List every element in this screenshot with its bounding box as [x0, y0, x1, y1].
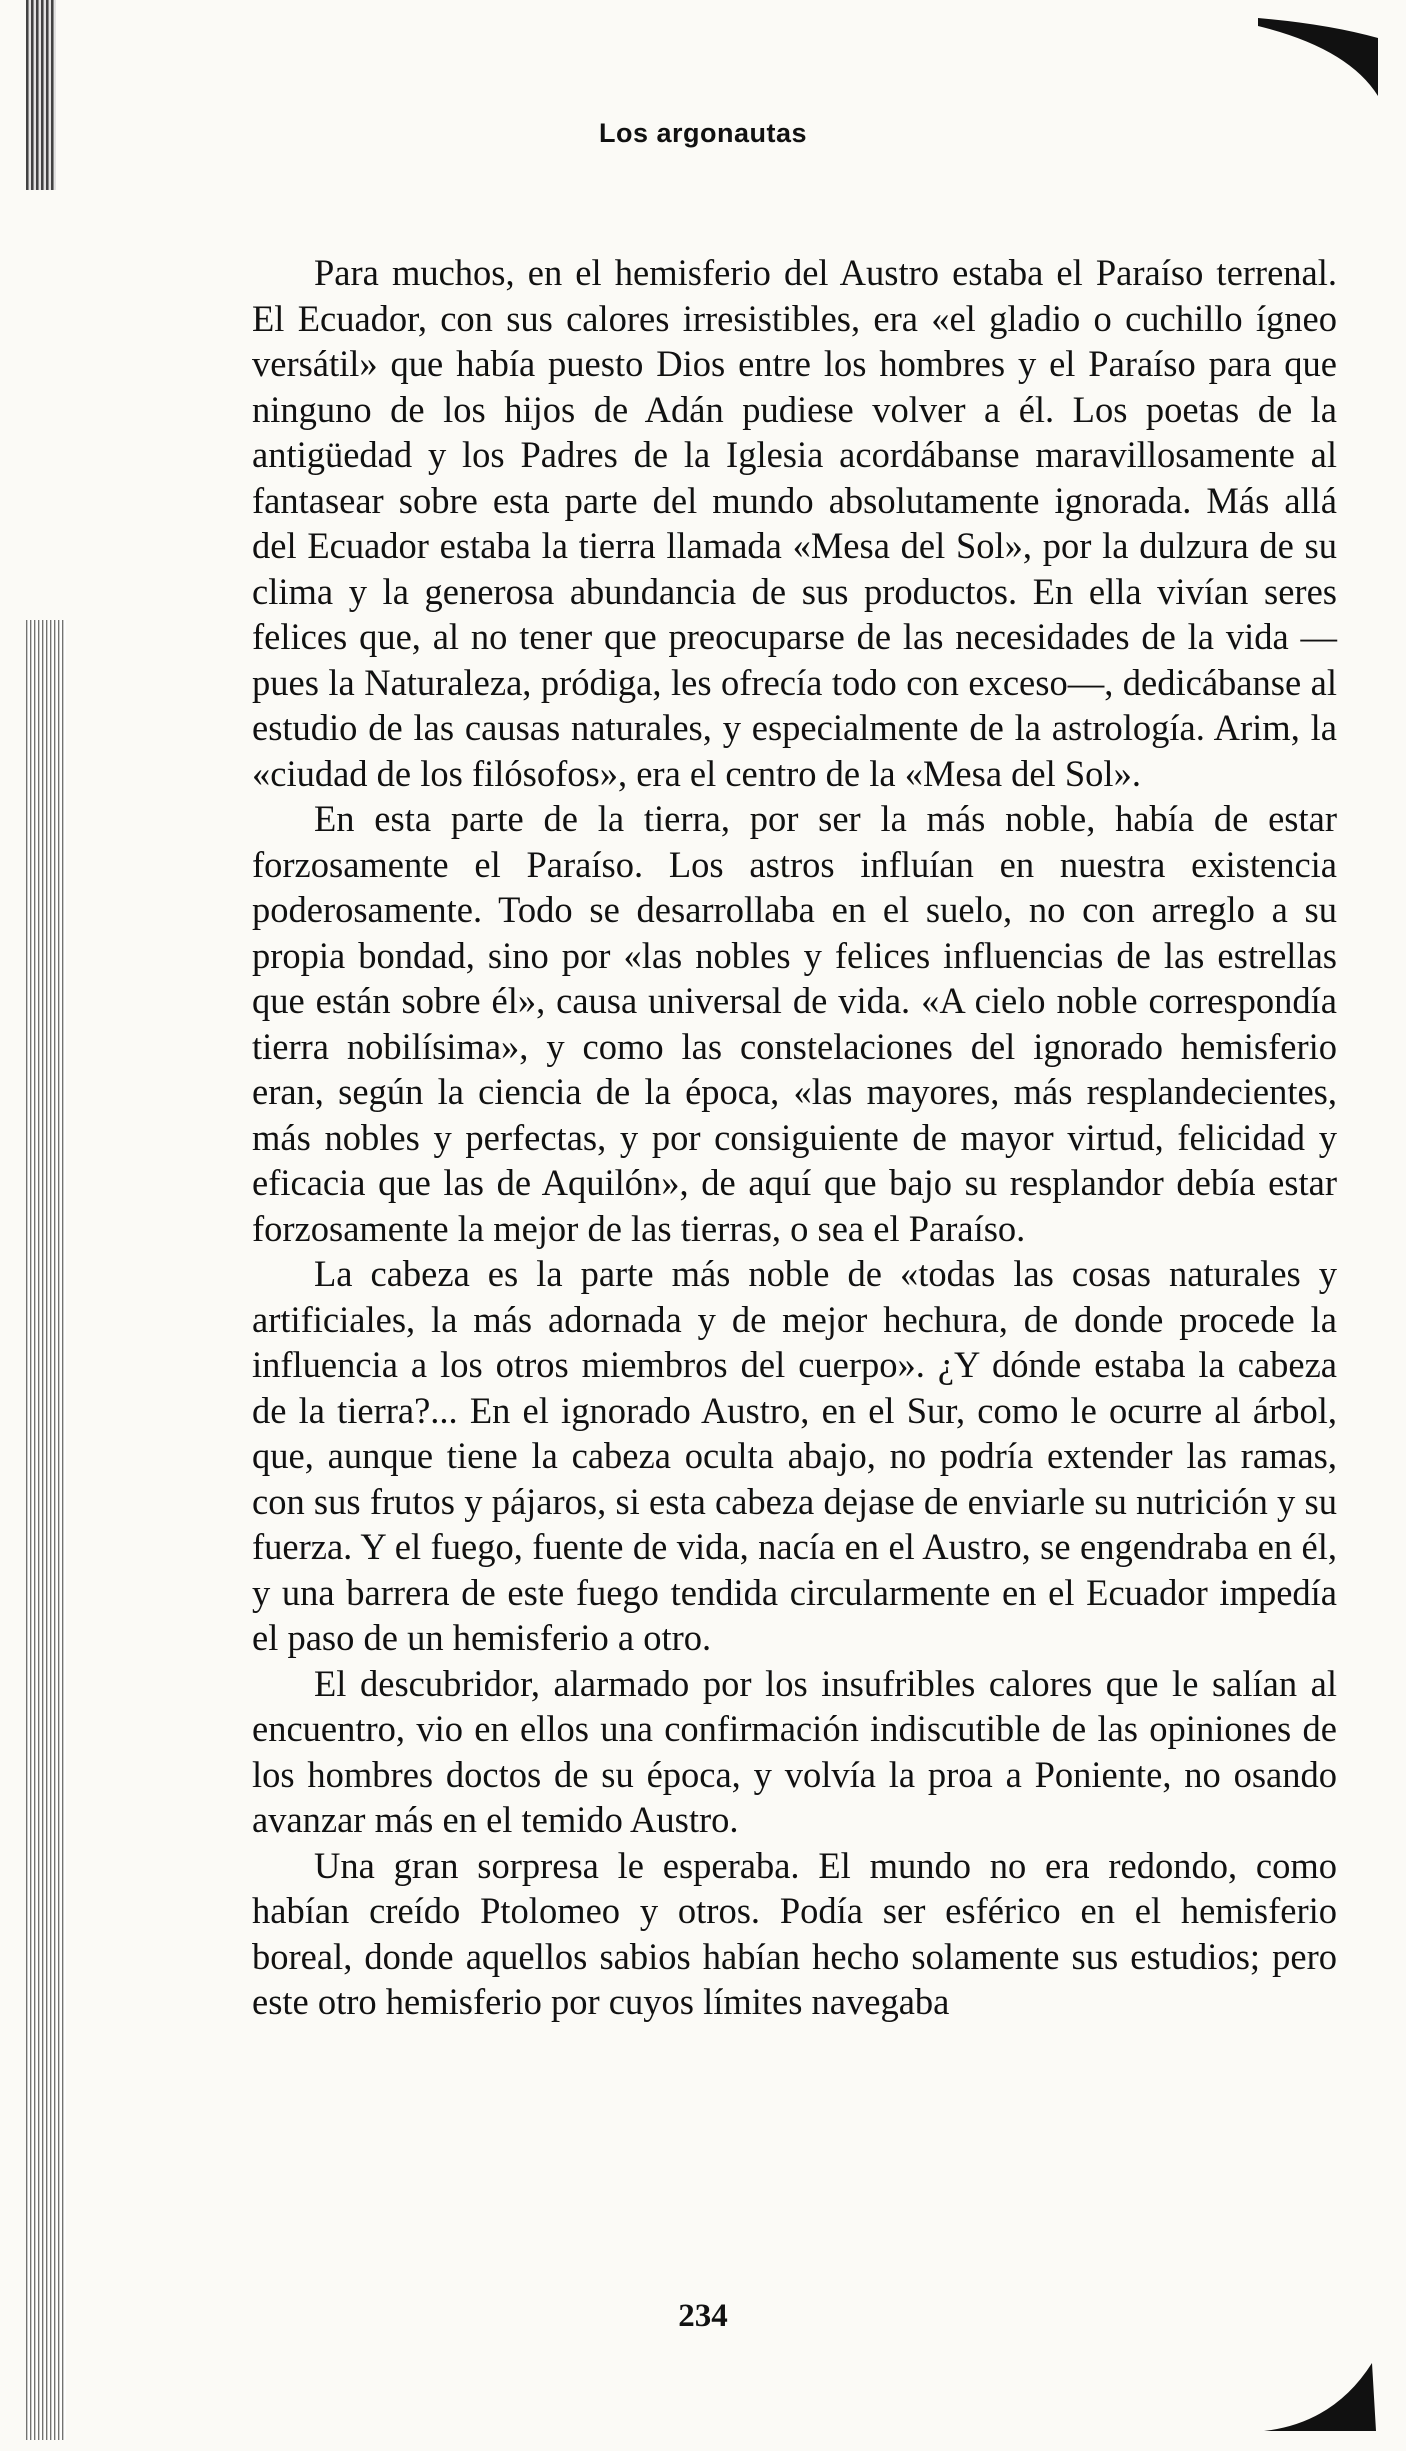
page-corner-mark-top: [1238, 8, 1388, 98]
scan-binding-shadow: [26, 620, 66, 2440]
page-number: 234: [678, 2298, 728, 2334]
scan-binding-shadow-top: [26, 0, 56, 190]
page-corner-mark-bottom: [1254, 2343, 1384, 2433]
paragraph-3: La cabeza es la parte más noble de «todas las cosas naturales y artificiales, la más adornada y de mejor hechura, de donde procede la influencia a los otros miembros del cuerpo». ¿Y dónde estaba la cabeza de la tierra?... En el ignorado Austro, en el Sur, como le ocurre al árbol, que, aunque tiene la cabeza oculta abajo, no podría extender las ramas, con sus frutos y pájaros, si esta cabeza dejase de enviarle su nutrición y su fuerza. Y el fuego, fuente de vida, nacía en el Austro, se engendraba en él, y una barrera de este fuego tendida circularmente en el Ecuador impedía el paso de un hemisferio a otro.: [252, 1253, 1337, 1658]
paragraph-1: Para muchos, en el hemisferio del Austro estaba el Paraíso terrenal. El Ecuador, con sus calores irresistibles, era «el gladio o cuchillo ígneo versátil» que había puesto Dios entre los hombres y el Paraíso para que ninguno de los hijos de Adán pudiese volver a él. Los poetas de la antigüedad y los Padres de la Iglesia acordábanse maravillosamente al fantasear sobre esta parte del mundo absolutamente ignorada. Más allá del Ecuador estaba la tierra llamada «Mesa del Sol», por la dulzura de su clima y la generosa abundancia de sus productos. En ella vivían seres felices que, al no tener que preocuparse de las necesidades de la vida —pues la Naturaleza, pródiga, les ofrecía todo con exceso—, dedicábanse al estudio de las causas naturales, y especialmente de la astrología. Arim, la «ciudad de los filósofos», era el centro de la «Mesa del Sol».: [252, 252, 1337, 794]
paragraph-4: El descubridor, alarmado por los insufribles calores que le salían al encuentro, vio en ellos una confirmación indiscutible de las opiniones de los hombres doctos de su época, y volvía la proa a Poniente, no osando avanzar más en el temido Austro.: [252, 1662, 1337, 1840]
running-head: Los argonautas: [598, 118, 808, 148]
paragraph-2: En esta parte de la tierra, por ser la más noble, había de estar forzosamente el Paraíso. Los astros influían en nuestra existencia poderosamente. Todo se desarrollaba en el suelo, no con arreglo a su propia bondad, sino por «las nobles y felices influencias de las estrellas que están sobre él», causa universal de vida. «A cielo noble correspondía tierra nobilísima», y como las constelaciones del ignorado hemisferio eran, según la ciencia de la época, «las mayores, más resplandecientes, más nobles y perfectas, y por consiguiente de mayor virtud, felicidad y eficacia que las de Aquilón», de aquí que bajo su resplandor debía estar forzosamente la mejor de las tierras, o sea el Paraíso.: [252, 798, 1337, 1249]
paragraph-5: Una gran sorpresa le esperaba. El mundo no era redondo, como habían creído Ptolomeo y otros. Podía ser esférico en el hemisferio boreal, donde aquellos sabios habían hecho solamente sus estudios; pero este otro hemisferio por cuyos límites navegaba: [252, 1844, 1337, 2022]
page-body: [252, 250, 1337, 2025]
